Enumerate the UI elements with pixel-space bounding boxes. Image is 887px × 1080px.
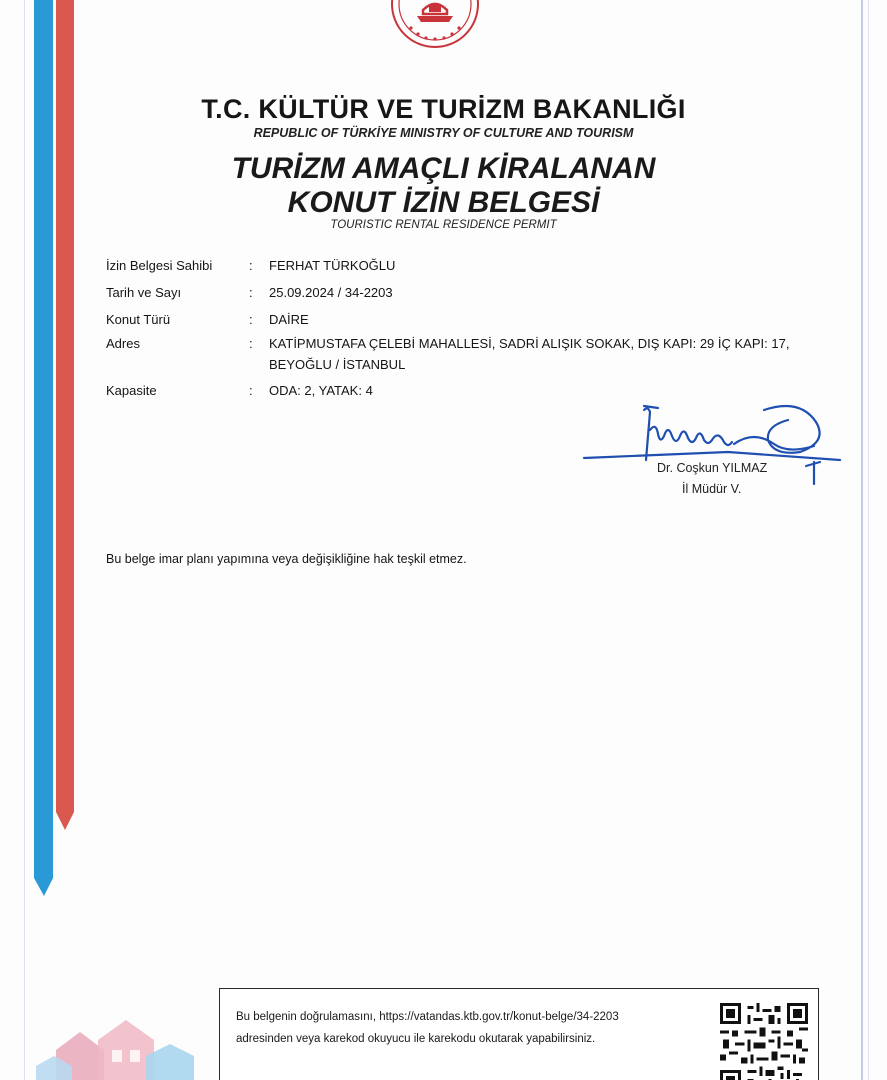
- ministry-name-tr: T.C. KÜLTÜR VE TURİZM BAKANLIĞI: [201, 94, 686, 124]
- field-value: 25.09.2024 / 34-2203: [269, 285, 393, 300]
- document-title-line1: TURİZM AMAÇLI KİRALANAN: [231, 152, 656, 185]
- qr-code-icon[interactable]: [720, 1003, 808, 1080]
- document-title-line2: KONUT İZİN BELGESİ: [287, 186, 600, 219]
- city-illustration: [36, 1010, 216, 1080]
- field-colon: :: [249, 383, 253, 398]
- ministry-name-en: REPUBLIC OF TÜRKİYE MINISTRY OF CULTURE AND TOURISM: [253, 126, 634, 140]
- field-label: Adres: [106, 336, 140, 351]
- verification-instructions: adresinden veya karekod okuyucu ile karekodu okutarak yapabilirsiniz.: [236, 1033, 596, 1045]
- field-label: Kapasite: [106, 383, 157, 398]
- field-value: FERHAT TÜRKOĞLU: [269, 258, 396, 273]
- field-label: Tarih ve Sayı: [106, 285, 182, 300]
- field-value: DAİRE: [269, 312, 309, 327]
- field-colon: :: [249, 312, 253, 327]
- verification-box: [219, 988, 819, 1080]
- field-colon: :: [249, 285, 253, 300]
- field-value: ODA: 2, YATAK: 4: [269, 383, 373, 398]
- signatory-title: İl Müdür V.: [682, 482, 742, 496]
- verification-url-text: Bu belgenin doğrulamasını, https://vatandas.ktb.gov.tr/konut-belge/34-2203: [236, 1011, 619, 1023]
- ministry-seal-icon: [389, 0, 481, 48]
- field-label: İzin Belgesi Sahibi: [106, 258, 213, 273]
- signatory-name: Dr. Coşkun YILMAZ: [657, 461, 768, 475]
- field-colon: :: [249, 258, 253, 273]
- field-value: KATİPMUSTAFA ÇELEBİ MAHALLESİ, SADRİ ALIŞIK SOKAK, DIŞ KAPI: 29 İÇ KAPI: 17, BEYOĞLU / İSTANBUL: [269, 336, 790, 372]
- field-colon: :: [249, 336, 253, 351]
- legal-notice: Bu belge imar planı yapımına veya değişikliğine hak teşkil etmez.: [106, 552, 467, 566]
- document-title-en: TOURISTIC RENTAL RESIDENCE PERMIT: [330, 219, 557, 231]
- field-label: Konut Türü: [106, 312, 171, 327]
